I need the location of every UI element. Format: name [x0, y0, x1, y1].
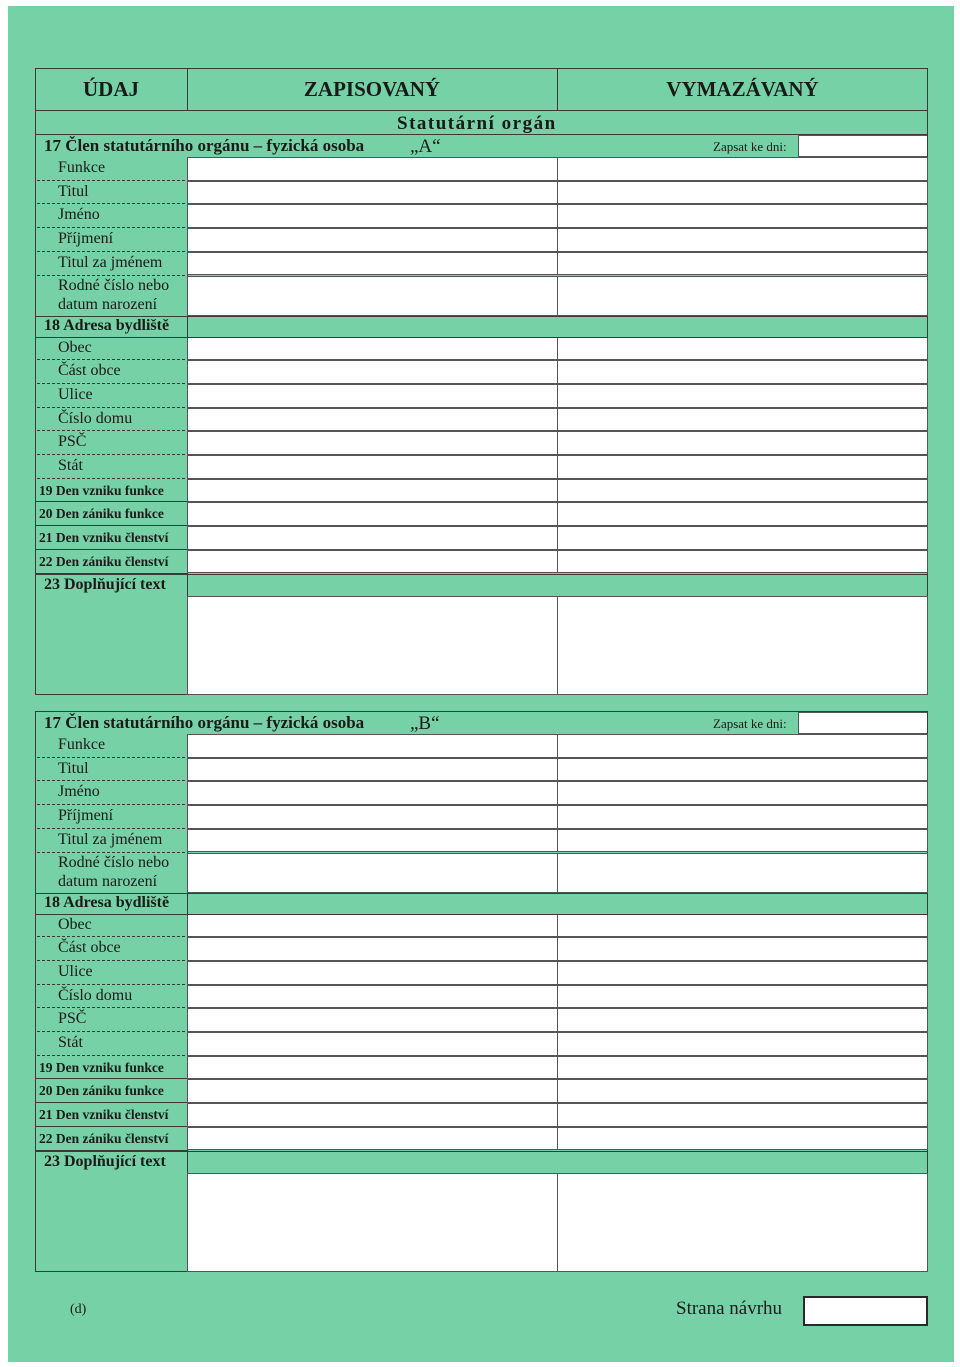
block-b-date-0-zapisovany-field[interactable]: [187, 1056, 558, 1080]
dashed-divider: [37, 478, 185, 479]
page-number-field[interactable]: [803, 1296, 928, 1326]
block-a-addr-4-vymazavany-field[interactable]: [557, 431, 928, 455]
block-a-field-4-vymazavany-field[interactable]: [557, 252, 928, 276]
block-a-addr-5-vymazavany-field[interactable]: [557, 455, 928, 479]
block-b-date-3-vymazavany-field[interactable]: [557, 1127, 928, 1151]
block-b-field-0-vymazavany-field[interactable]: [557, 734, 928, 758]
block-a-date-0-vymazavany-field[interactable]: [557, 479, 928, 503]
block-b-birth-label-2: datum narození: [58, 872, 158, 890]
block-b-date-3-label: 22 Den zániku členství: [39, 1130, 169, 1146]
block-b-field-3-vymazavany-field[interactable]: [557, 805, 928, 829]
block-a-address-title: 18 Adresa bydliště: [44, 316, 170, 334]
block-a-addr-2-vymazavany-field[interactable]: [557, 384, 928, 408]
dashed-divider: [37, 757, 185, 758]
block-a-field-1-zapisovany-field[interactable]: [187, 181, 558, 205]
block-a-field-2-label: Jméno: [58, 206, 100, 224]
header-udaj: ÚDAJ: [83, 77, 139, 101]
block-b-date-0-label: 19 Den vzniku funkce: [39, 1059, 164, 1075]
dashed-divider: [37, 275, 185, 276]
block-b-date-2-label: 21 Den vzniku členství: [39, 1107, 169, 1123]
dashed-divider: [37, 804, 185, 805]
block-b-addr-3-label: Číslo domu: [58, 986, 133, 1004]
row-divider: [35, 337, 928, 338]
dashed-divider: [37, 180, 185, 181]
block-b-birth-zapisovany-field[interactable]: [187, 853, 558, 893]
block-a-date-2-vymazavany-field[interactable]: [557, 526, 928, 550]
block-a-addr-0-vymazavany-field[interactable]: [557, 337, 928, 361]
block-a-addr-5-zapisovany-field[interactable]: [187, 455, 558, 479]
block-a-addr-1-zapisovany-field[interactable]: [187, 360, 558, 384]
block-a-extra-title: 23 Doplňující text: [44, 575, 166, 593]
block-b-zapsat-label: Zapsat ke dni:: [713, 716, 787, 731]
block-b-field-2-label: Jméno: [58, 783, 100, 801]
block-b-addr-4-label: PSČ: [58, 1010, 87, 1028]
dashed-divider: [37, 936, 185, 937]
dashed-divider: [37, 984, 185, 985]
block-a-field-3-vymazavany-field[interactable]: [557, 228, 928, 252]
block-a-date-0-label: 19 Den vzniku funkce: [39, 482, 164, 498]
block-b-field-1-zapisovany-field[interactable]: [187, 758, 558, 782]
block-b-date-0-vymazavany-field[interactable]: [557, 1056, 928, 1080]
block-b-field-0-label: Funkce: [58, 736, 106, 753]
section-title: Statutární orgán: [397, 113, 557, 134]
block-b-addr-4-zapisovany-field[interactable]: [187, 1008, 558, 1032]
block-a-field-3-label: Příjmení: [58, 230, 114, 248]
block-a-date-3-vymazavany-field[interactable]: [557, 550, 928, 574]
block-a-field-2-vymazavany-field[interactable]: [557, 204, 928, 228]
block-a-date-1-zapisovany-field[interactable]: [187, 502, 558, 526]
block-b-addr-0-vymazavany-field[interactable]: [557, 914, 928, 938]
dashed-divider: [37, 1031, 185, 1032]
block-a-addr-1-label: Část obce: [58, 362, 121, 380]
block-b-addr-0-label: Obec: [58, 915, 92, 933]
block-a-letter: „A“: [410, 136, 441, 157]
block-b-field-2-vymazavany-field[interactable]: [557, 781, 928, 805]
block-a-zapsat-label: Zapsat ke dni:: [713, 139, 787, 154]
block-a-field-4-zapisovany-field[interactable]: [187, 252, 558, 276]
block-b-addr-2-vymazavany-field[interactable]: [557, 961, 928, 985]
block-b-addr-4-vymazavany-field[interactable]: [557, 1008, 928, 1032]
dashed-divider: [37, 359, 185, 360]
block-a-addr-1-vymazavany-field[interactable]: [557, 360, 928, 384]
block-b-field-4-vymazavany-field[interactable]: [557, 829, 928, 853]
block-b-title: 17 Člen statutárního orgánu – fyzická osoba: [44, 713, 365, 732]
block-b-date-1-zapisovany-field[interactable]: [187, 1079, 558, 1103]
block-b-addr-1-zapisovany-field[interactable]: [187, 937, 558, 961]
block-b-date-1-vymazavany-field[interactable]: [557, 1079, 928, 1103]
dashed-divider: [37, 454, 185, 455]
block-b-field-1-vymazavany-field[interactable]: [557, 758, 928, 782]
block-a-field-3-zapisovany-field[interactable]: [187, 228, 558, 252]
block-a-addr-2-zapisovany-field[interactable]: [187, 384, 558, 408]
block-b-date-3-zapisovany-field[interactable]: [187, 1127, 558, 1151]
block-b-addr-5-vymazavany-field[interactable]: [557, 1032, 928, 1056]
row-divider: [35, 501, 187, 502]
row-divider: [35, 914, 928, 915]
block-b-addr-0-zapisovany-field[interactable]: [187, 914, 558, 938]
block-b-extra-zapisovany-textarea[interactable]: [187, 1173, 558, 1272]
block-b-letter: „B“: [410, 713, 440, 734]
row-divider: [35, 1151, 928, 1152]
block-a-addr-3-zapisovany-field[interactable]: [187, 408, 558, 432]
row-divider: [35, 549, 187, 550]
dashed-divider: [37, 383, 185, 384]
block-a-field-1-vymazavany-field[interactable]: [557, 181, 928, 205]
row-divider: [35, 1078, 187, 1079]
dashed-divider: [37, 960, 185, 961]
header-zapisovany: ZAPISOVANÝ: [303, 77, 441, 101]
dashed-divider: [37, 1055, 185, 1056]
block-a-field-2-zapisovany-field[interactable]: [187, 204, 558, 228]
row-divider: [35, 574, 928, 575]
header-vymazavany: VYMAZÁVANÝ: [666, 77, 819, 101]
dashed-divider: [37, 251, 185, 252]
block-b-field-3-label: Příjmení: [58, 807, 114, 825]
block-a-field-4-label: Titul za jménem: [58, 253, 163, 271]
dashed-divider: [37, 1007, 185, 1008]
block-a-date-3-zapisovany-field[interactable]: [187, 550, 558, 574]
block-b-date-2-vymazavany-field[interactable]: [557, 1103, 928, 1127]
block-a-birth-zapisovany-field[interactable]: [187, 276, 558, 316]
block-a-addr-3-vymazavany-field[interactable]: [557, 408, 928, 432]
block-a-field-0-zapisovany-field[interactable]: [187, 157, 558, 181]
block-a-addr-4-label: PSČ: [58, 433, 87, 451]
block-a-addr-4-zapisovany-field[interactable]: [187, 431, 558, 455]
block-a-date-3-label: 22 Den zániku členství: [39, 553, 169, 569]
block-b-date-2-zapisovany-field[interactable]: [187, 1103, 558, 1127]
block-b-address-title: 18 Adresa bydliště: [44, 893, 170, 911]
dashed-divider: [37, 430, 185, 431]
block-a-title: 17 Člen statutárního orgánu – fyzická osoba: [44, 136, 365, 155]
dashed-divider: [37, 203, 185, 204]
block-a-extra-zapisovany-textarea[interactable]: [187, 596, 558, 695]
block-a-birth-label-2: datum narození: [58, 295, 158, 313]
block-b-addr-1-label: Část obce: [58, 939, 121, 957]
block-b-addr-2-label: Ulice: [58, 962, 93, 980]
block-b-addr-3-vymazavany-field[interactable]: [557, 985, 928, 1009]
block-b-field-0-zapisovany-field[interactable]: [187, 734, 558, 758]
dashed-divider: [37, 780, 185, 781]
block-b-birth-label-1: Rodné číslo nebo: [58, 853, 170, 871]
block-b-field-4-zapisovany-field[interactable]: [187, 829, 558, 853]
block-b-addr-5-label: Stát: [58, 1034, 83, 1051]
block-a-birth-vymazavany-field[interactable]: [557, 276, 928, 316]
page-label: Strana návrhu: [676, 1298, 783, 1319]
block-b-addr-3-zapisovany-field[interactable]: [187, 985, 558, 1009]
block-b-date-1-label: 20 Den zániku funkce: [39, 1083, 164, 1099]
block-b-addr-1-vymazavany-field[interactable]: [557, 937, 928, 961]
block-b-addr-5-zapisovany-field[interactable]: [187, 1032, 558, 1056]
block-a-date-1-vymazavany-field[interactable]: [557, 502, 928, 526]
block-b-birth-vymazavany-field[interactable]: [557, 853, 928, 893]
block-a-field-0-label: Funkce: [58, 159, 106, 176]
block-a-addr-0-label: Obec: [58, 338, 92, 356]
block-b-addr-2-zapisovany-field[interactable]: [187, 961, 558, 985]
block-a-field-0-vymazavany-field[interactable]: [557, 157, 928, 181]
block-a-addr-5-label: Stát: [58, 457, 83, 474]
block-a-addr-2-label: Ulice: [58, 385, 93, 403]
row-divider: [35, 1126, 187, 1127]
footer-mark: (d): [70, 1302, 87, 1317]
block-a-extra-vymazavany-textarea[interactable]: [557, 596, 928, 695]
row-divider: [35, 525, 187, 526]
dashed-divider: [37, 407, 185, 408]
block-b-extra-vymazavany-textarea[interactable]: [557, 1173, 928, 1272]
block-a-date-1-label: 20 Den zániku funkce: [39, 506, 164, 522]
block-b-field-3-zapisovany-field[interactable]: [187, 805, 558, 829]
block-a-date-2-zapisovany-field[interactable]: [187, 526, 558, 550]
dashed-divider: [37, 227, 185, 228]
block-b-field-4-label: Titul za jménem: [58, 830, 163, 848]
dashed-divider: [37, 828, 185, 829]
block-b-field-2-zapisovany-field[interactable]: [187, 781, 558, 805]
block-a-date-2-label: 21 Den vzniku členství: [39, 530, 169, 546]
block-b-field-1-label: Titul: [58, 759, 89, 777]
block-a-addr-0-zapisovany-field[interactable]: [187, 337, 558, 361]
dashed-divider: [37, 852, 185, 853]
row-divider: [35, 1102, 187, 1103]
block-a-addr-3-label: Číslo domu: [58, 409, 133, 427]
block-b-extra-title: 23 Doplňující text: [44, 1152, 166, 1170]
block-a-field-1-label: Titul: [58, 182, 89, 200]
block-a-date-0-zapisovany-field[interactable]: [187, 479, 558, 503]
block-a-birth-label-1: Rodné číslo nebo: [58, 276, 170, 294]
